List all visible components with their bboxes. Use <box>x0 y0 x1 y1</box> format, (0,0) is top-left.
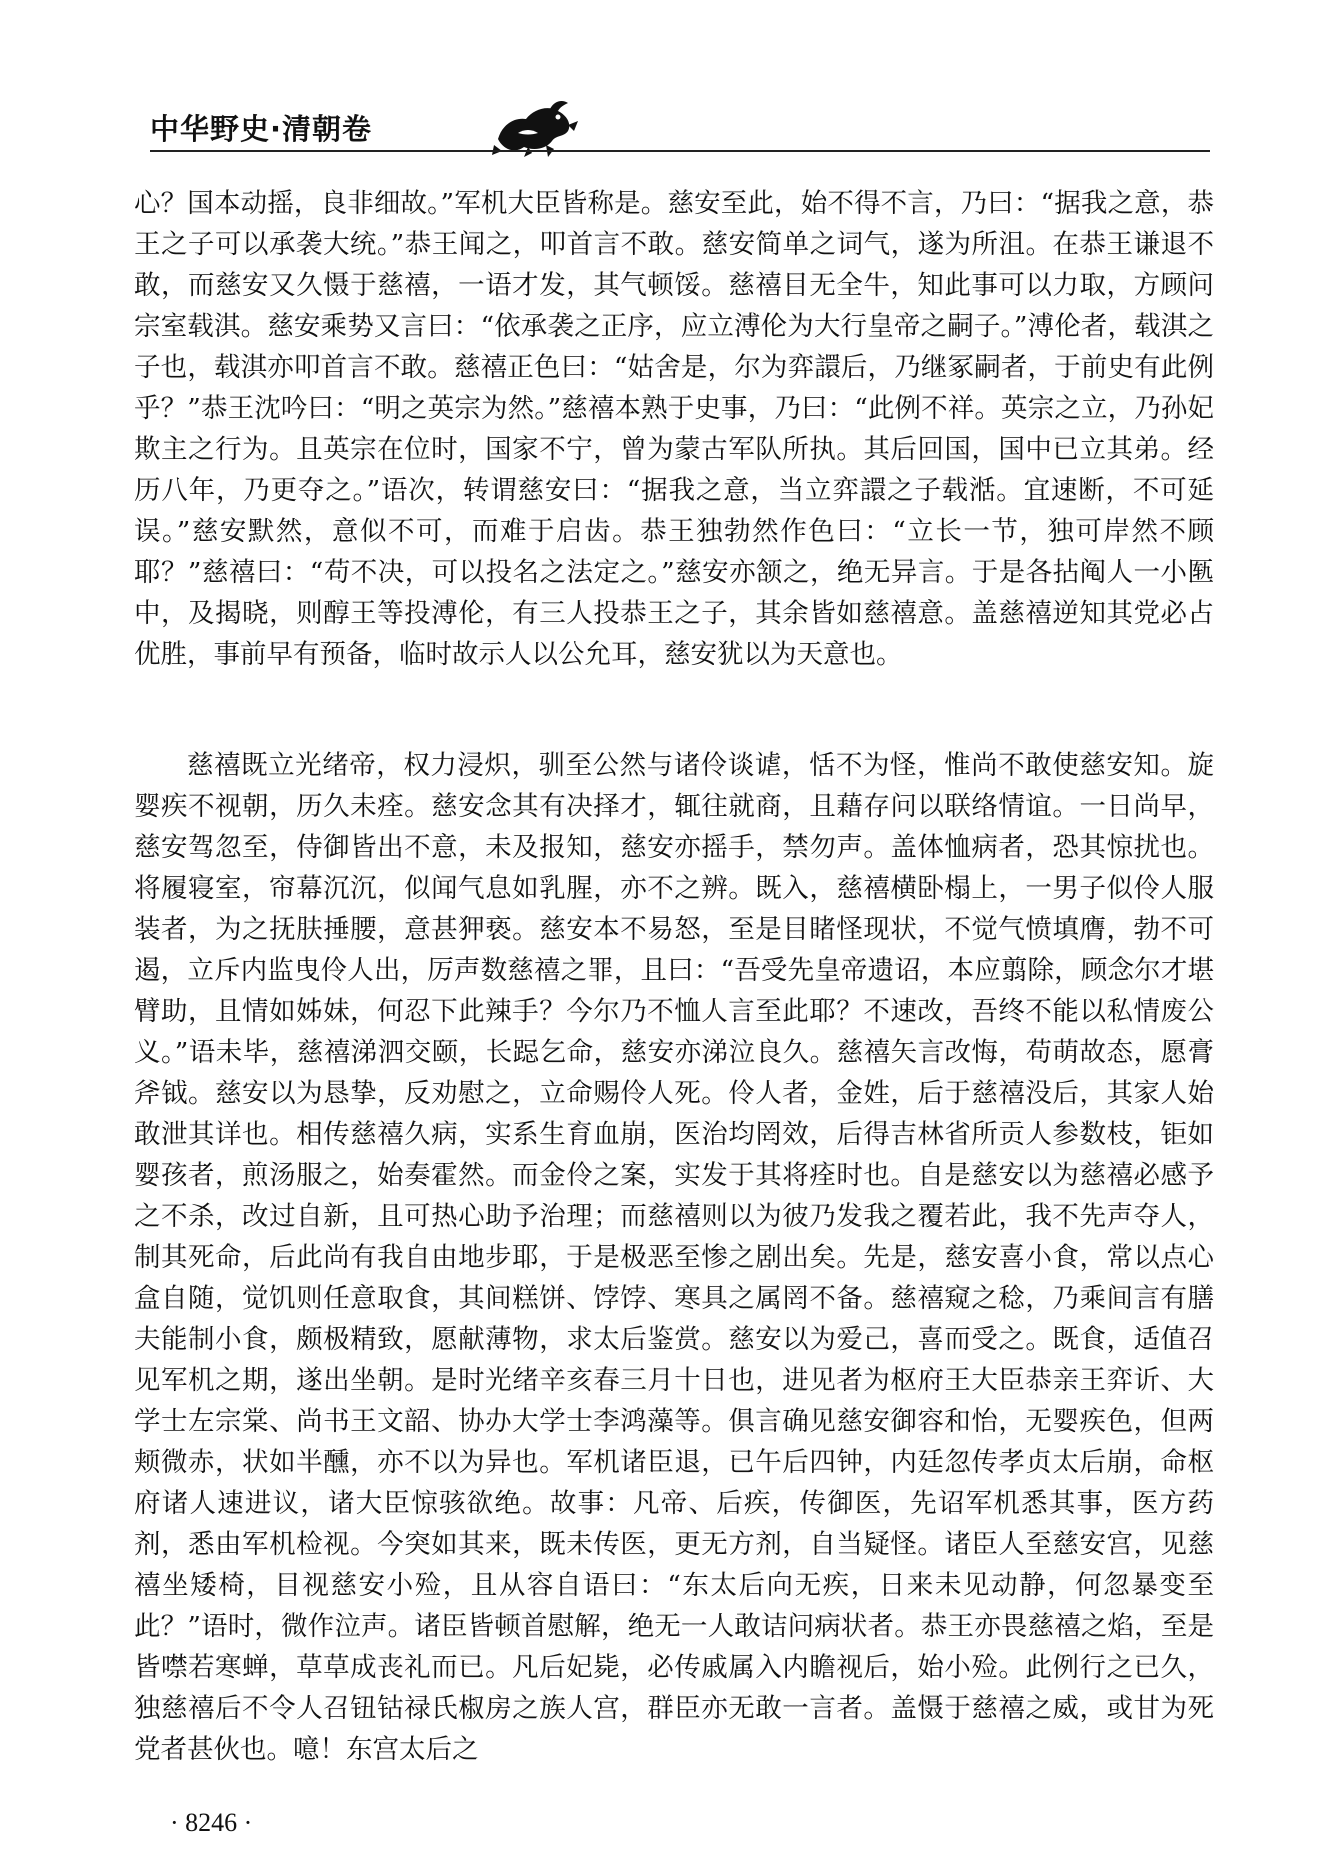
paragraph-2: 慈禧既立光绪帝，权力浸炽，驯至公然与诸伶谈谑，恬不为怪，惟尚不敢使慈安知。旋婴疾不视朝，历久未痊。慈安念其有决择才，辄往就商，且藉存问以联络情谊。一日尚早，慈安驾忽至，侍御皆出不意，未及报知，慈安亦摇手，禁勿声。盖体恤病者，恐其惊扰也。将履寝室，帘幕沉沉，似闻气息如乳腥，亦不之辨。既入，慈禧横卧榻上，一男子似伶人服装者，为之抚肤捶腰，意甚狎亵。慈安本不易怒，至是目睹怪现状，不觉气愤填膺，勃不可遏，立斥内监曳伶人出，厉声数慈禧之罪，且曰：“吾受先皇帝遗诏，本应翦除，顾念尔才堪臂助，且情如姊妹，何忍下此辣手？今尔乃不恤人言至此耶？不速改，吾终不能以私情废公义。”语未毕，慈禧涕泗交颐，长跽乞命，慈安亦涕泣良久。慈禧矢言改悔，苟萌故态，愿膏斧钺。慈安以为恳挚，反劝慰之，立命赐伶人死。伶人者，金姓，后于慈禧没后，其家人始敢泄其详也。相传慈禧久病，实系生育血崩，医治均罔效，后得吉林省所贡人参数枝，钜如婴孩者，煎汤服之，始奏霍然。而金伶之案，实发于其将痊时也。自是慈安以为慈禧必感予之不杀，改过自新，且可热心助予治理；而慈禧则以为彼乃发我之覆若此，我不先声夺人，制其死命，后此尚有我自由地步耶，于是极恶至惨之剧出矣。先是，慈安喜小食，常以点心盒自随，觉饥则任意取食，其间糕饼、饽饽、寒具之属罔不备。慈禧窥之稔，乃乘间言有膳夫能制小食，颇极精致，愿献薄物，求太后鉴赏。慈安以为爱己，喜而受之。既食，适值召见军机之期，遂出坐朝。是时光绪辛亥春三月十日也，进见者为枢府王大臣恭亲王弈䜣、大学士左宗棠、尚书王文韶、协办大学士李鸿藻等。俱言确见慈安御容和怡，无婴疾色，但两颊微赤，状如半醺，亦不以为异也。军机诸臣退，已午后四钟，内廷忽传孝贞太后崩，命枢府诸人速进议，诸大臣惊骇欲绝。故事：凡帝、后疾，传御医，先诏军机悉其事，医方药剂，悉由军机检视。今突如其来，既未传医，更无方剂，自当疑怪。诸臣人至慈安宫，见慈禧坐矮椅，目视慈安小殓，且从容自语曰：“东太后向无疾，日来未见动静，何忽暴变至此？”语时，微作泣声。诸臣皆顿首慰解，绝无一人敢诘问病状者。恭王亦畏慈禧之焰，至是皆噤若寒蝉，草草成丧礼而已。凡后妃毙，必传戚属入内瞻视后，始小殓。此例行之已久，独慈禧后不令人召钮钴禄氏椒房之族人宫，群臣亦无敢一言者。盖慑于慈禧之威，或甘为死党者甚伙也。噫！东宫太后之 <box>134 750 1214 1765</box>
header-rule <box>150 150 1210 152</box>
page-number: · 8246 · <box>170 1808 253 1837</box>
book-title: 中华野史·清朝卷 <box>150 112 373 146</box>
page-header <box>150 95 1210 165</box>
body-text <box>134 183 1214 1770</box>
paragraph-1: 心？国本动摇，良非细故。”军机大臣皆称是。慈安至此，始不得不言，乃曰：“据我之意，恭王之子可以承袭大统。”恭王闻之，叩首言不敢。慈安简单之词气，遂为所沮。在恭王谦退不敢，而慈安又久慑于慈禧，一语才发，其气顿馁。慈禧目无全牛，知此事可以力取，方顾问宗室载淇。慈安乘势又言曰：“依承袭之正序，应立溥伦为大行皇帝之嗣子。”溥伦者，载淇之子也，载淇亦叩首言不敢。慈禧正色曰：“姑舍是，尔为弈譞后，乃继冢嗣者，于前史有此例乎？”恭王沈吟曰：“明之英宗为然。”慈禧本熟于史事，乃曰：“此例不祥。英宗之立，乃孙妃欺主之行为。且英宗在位时，国家不宁，曾为蒙古军队所执。其后回国，国中已立其弟。经历八年，乃更夺之。”语次，转谓慈安曰：“据我之意，当立弈譞之子载湉。宜速断，不可延误。”慈安默然，意似不可，而难于启齿。恭王独勃然作色曰：“立长一节，独可岸然不顾耶？”慈禧曰：“苟不决，可以投名之法定之。”慈安亦颔之，绝无异言。于是各拈阄人一小匦中，及揭晓，则醇王等投溥伦，有三人投恭王之子，其余皆如慈禧意。盖慈禧逆知其党必占优胜，事前早有预备，临时故示人以公允耳，慈安犹以为天意也。 <box>134 188 1214 670</box>
